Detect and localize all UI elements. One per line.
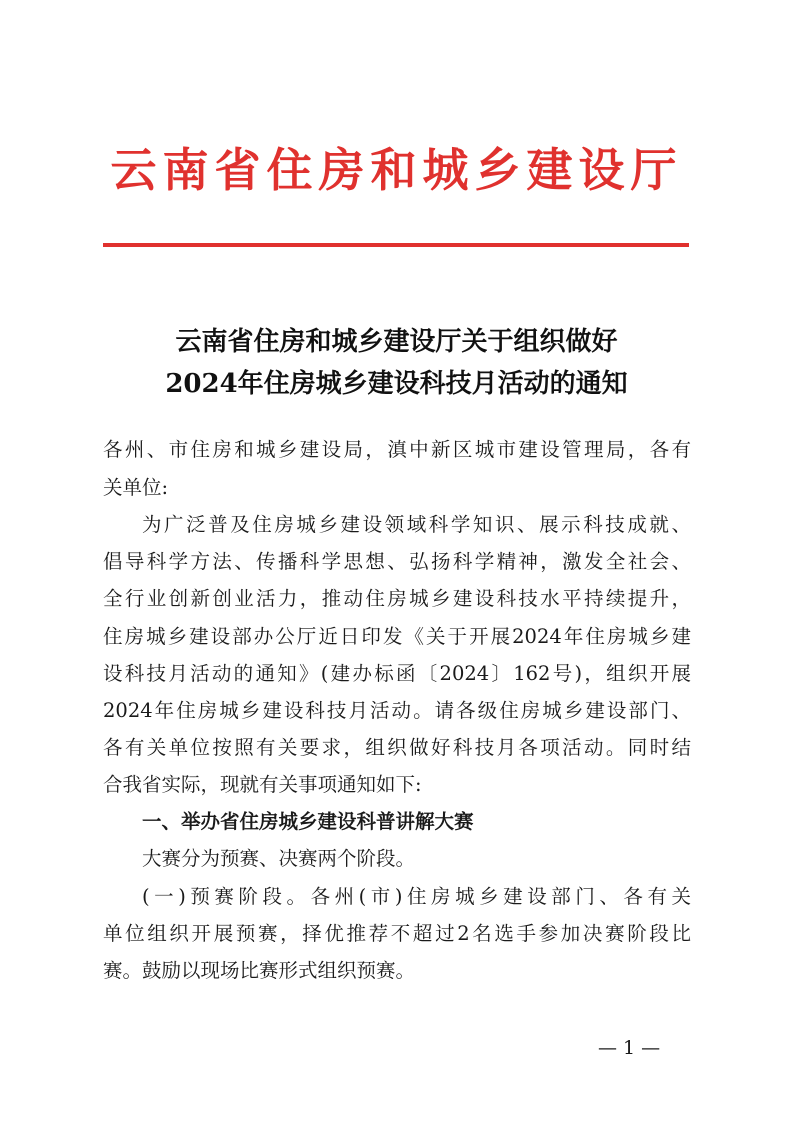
page-number: — 1 — bbox=[598, 1037, 661, 1059]
intro-paragraph-line: 合我省实际，现就有关事项通知如下: bbox=[103, 773, 422, 796]
document-title-line-1: 云南省住房和城乡建设厅关于组织做好 bbox=[175, 327, 618, 357]
intro-paragraph-line: 2024年住房城乡建设科技月活动。请各级住房城乡建设部门、 bbox=[103, 699, 691, 722]
letterhead-title: 云南省住房和城乡建设厅 bbox=[110, 143, 683, 197]
section-1-heading: 一、举办省住房城乡建设科普讲解大赛 bbox=[142, 810, 474, 833]
intro-paragraph-line: 全行业创新创业活力，推动住房城乡建设科技水平持续提升， bbox=[103, 587, 691, 610]
intro-paragraph-line: 为广泛普及住房城乡建设领域科学知识、展示科技成就、 bbox=[142, 513, 691, 536]
prelim-paragraph-line: (一)预赛阶段。各州(市)住房城乡建设部门、各有关 bbox=[142, 885, 691, 908]
intro-paragraph-line: 各有关单位按照有关要求，组织做好科技月各项活动。同时结 bbox=[103, 736, 691, 759]
letterhead-red-rule bbox=[103, 243, 689, 247]
intro-paragraph-line: 设科技月活动的通知》(建办标函〔2024〕162号)，组织开展 bbox=[103, 662, 691, 685]
prelim-paragraph-line: 单位组织开展预赛，择优推荐不超过2名选手参加决赛阶段比 bbox=[103, 922, 691, 945]
intro-paragraph-line: 住房城乡建设部办公厅近日印发《关于开展2024年住房城乡建 bbox=[103, 625, 691, 648]
intro-paragraph-line: 倡导科学方法、传播科学思想、弘扬科学精神，激发全社会、 bbox=[103, 550, 691, 573]
recipients-line-1: 各州、市住房和城乡建设局，滇中新区城市建设管理局，各有 bbox=[103, 438, 691, 461]
document-title-line-2: 2024年住房城乡建设科技月活动的通知 bbox=[165, 369, 628, 399]
recipients-line-2: 关单位: bbox=[103, 476, 169, 499]
section-1-intro: 大赛分为预赛、决赛两个阶段。 bbox=[142, 847, 416, 870]
prelim-paragraph-line: 赛。鼓励以现场比赛形式组织预赛。 bbox=[103, 959, 416, 982]
